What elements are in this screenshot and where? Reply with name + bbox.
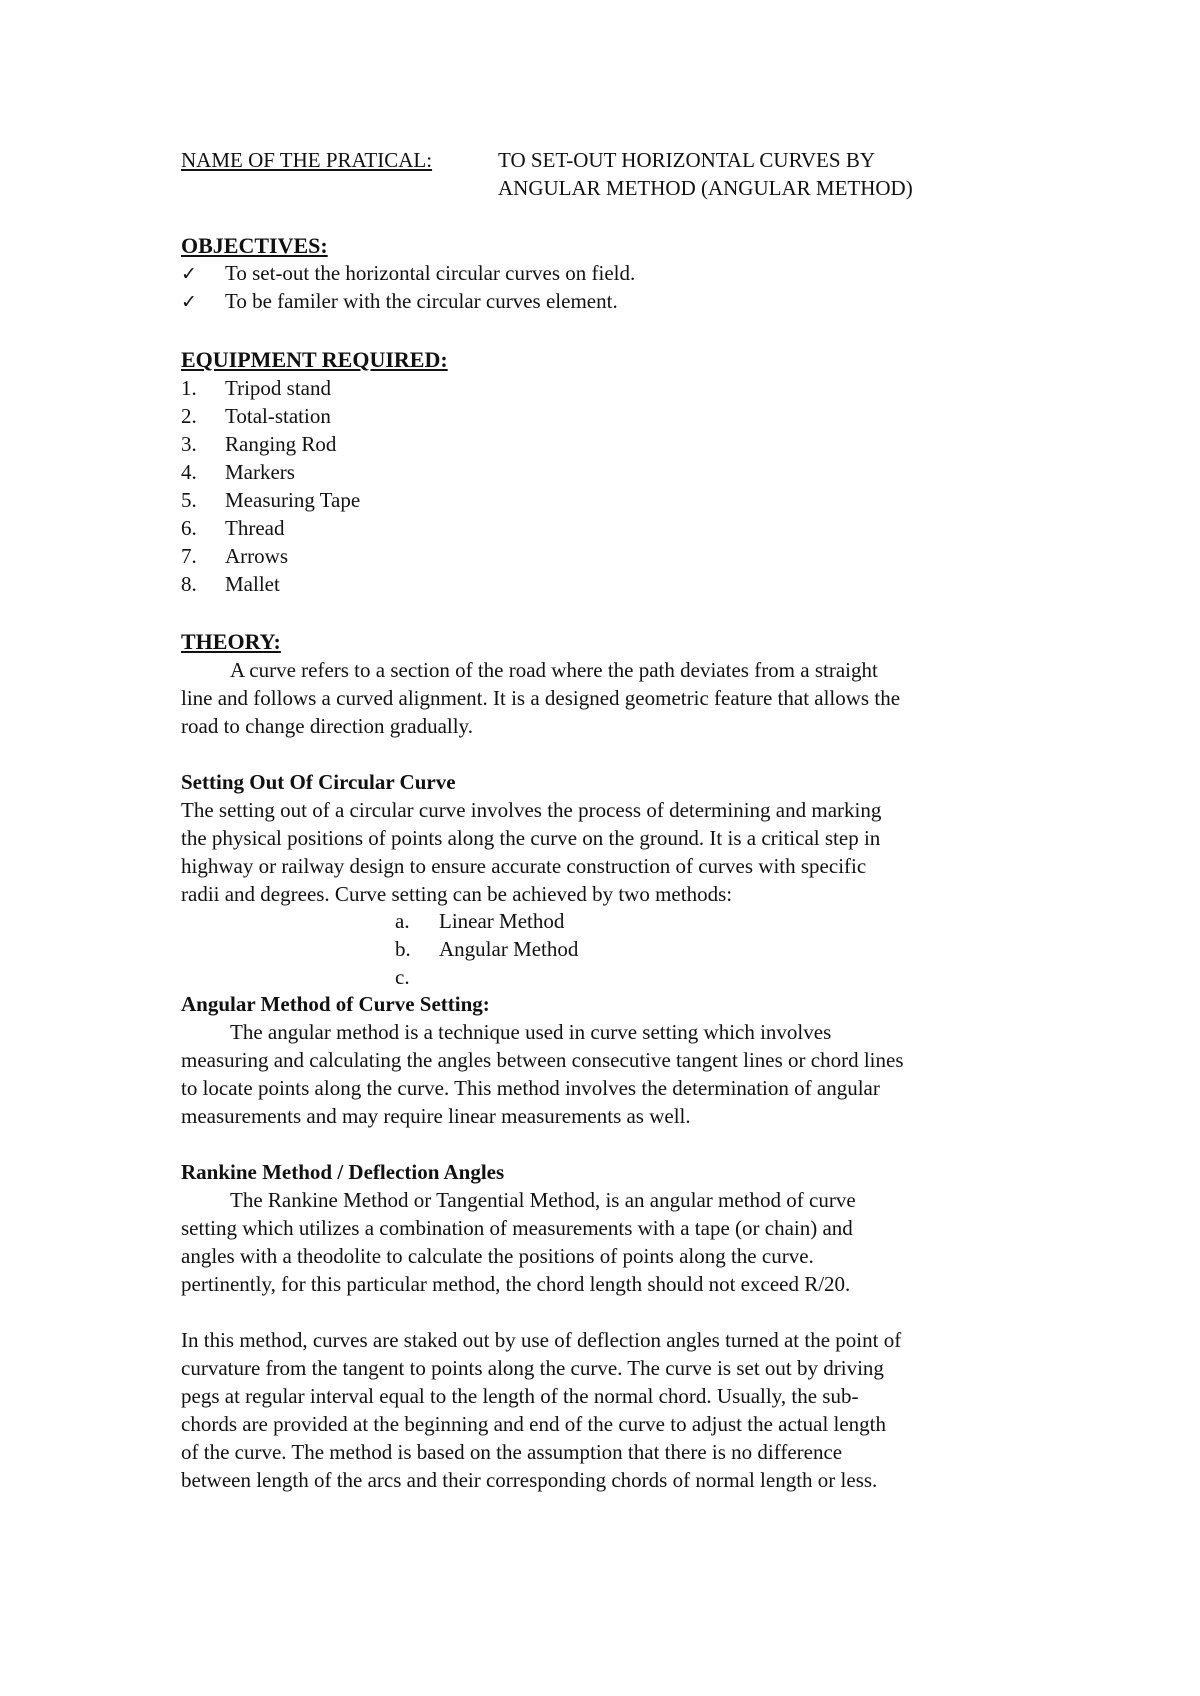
rankine-para2-line: chords are provided at the beginning and end of the curve to adjust the actual length [181, 1412, 887, 1436]
method-item: c. [395, 965, 410, 989]
rankine-para2-line: curvature from the tangent to points along the curve. The curve is set out by driving [181, 1356, 884, 1380]
rankine-text-line: pertinently, for this particular method, the chord length should not exceed R/20. [181, 1272, 851, 1296]
angular-text-line: to locate points along the curve. This method involves the determination of angular [181, 1076, 880, 1100]
angular-text-line: The angular method is a technique used in curve setting which involves [230, 1020, 832, 1044]
objective-item: ✓ To set-out the horizontal circular curves on field. [181, 259, 635, 288]
theory-text-line: line and follows a curved alignment. It is a designed geometric feature that allows the [181, 686, 901, 710]
rankine-para2-line: In this method, curves are staked out by use of deflection angles turned at the point of [181, 1328, 902, 1352]
practical-label: NAME OF THE PRATICAL: [181, 148, 433, 172]
practical-title-line1: TO SET-OUT HORIZONTAL CURVES BY [498, 148, 875, 172]
rankine-text-line: The Rankine Method or Tangential Method, is an angular method of curve [230, 1188, 856, 1212]
equipment-item: 7. Arrows [181, 544, 288, 568]
angular-text-line: measurements and may require linear measurements as well. [181, 1104, 691, 1128]
angular-method-heading: Angular Method of Curve Setting: [181, 992, 490, 1016]
setting-out-heading: Setting Out Of Circular Curve [181, 770, 456, 794]
theory-text-line: road to change direction gradually. [181, 714, 473, 738]
equipment-item: 8. Mallet [181, 572, 280, 596]
practical-title-line2: ANGULAR METHOD (ANGULAR METHOD) [498, 176, 913, 200]
equipment-item: 4. Markers [181, 460, 295, 484]
setting-out-text-line: highway or railway design to ensure accurate construction of curves with specific [181, 854, 867, 878]
setting-out-text-line: radii and degrees. Curve setting can be achieved by two methods: [181, 882, 733, 906]
setting-out-text-line: The setting out of a circular curve involves the process of determining and marking [181, 798, 882, 822]
equipment-item: 2. Total-station [181, 404, 331, 428]
equipment-item: 6. Thread [181, 516, 285, 540]
rankine-para2-line: of the curve. The method is based on the assumption that there is no difference [181, 1440, 843, 1464]
angular-text-line: measuring and calculating the angles between consecutive tangent lines or chord lines [181, 1048, 904, 1072]
objectives-heading: OBJECTIVES: [181, 233, 328, 258]
equipment-heading: EQUIPMENT REQUIRED: [181, 347, 448, 372]
theory-heading: THEORY: [181, 629, 281, 654]
setting-out-text-line: the physical positions of points along the curve on the ground. It is a critical step in [181, 826, 881, 850]
equipment-item: 1. Tripod stand [181, 376, 331, 400]
rankine-para2-line: pegs at regular interval equal to the length of the normal chord. Usually, the sub- [181, 1384, 859, 1408]
checkmark-icon: ✓ [181, 291, 197, 313]
rankine-heading: Rankine Method / Deflection Angles [181, 1160, 505, 1184]
theory-text-line: A curve refers to a section of the road where the path deviates from a straight [230, 658, 878, 682]
rankine-text-line: angles with a theodolite to calculate the positions of points along the curve. [181, 1244, 814, 1268]
rankine-para2-line: between length of the arcs and their corresponding chords of normal length or less. [181, 1468, 878, 1492]
checkmark-icon: ✓ [181, 263, 197, 285]
method-item: b. Angular Method [395, 937, 579, 961]
equipment-item: 3. Ranging Rod [181, 432, 337, 456]
rankine-text-line: setting which utilizes a combination of measurements with a tape (or chain) and [181, 1216, 853, 1240]
equipment-item: 5. Measuring Tape [181, 488, 361, 512]
objective-item: ✓ To be familer with the circular curves element. [181, 287, 618, 316]
method-item: a. Linear Method [395, 909, 565, 933]
